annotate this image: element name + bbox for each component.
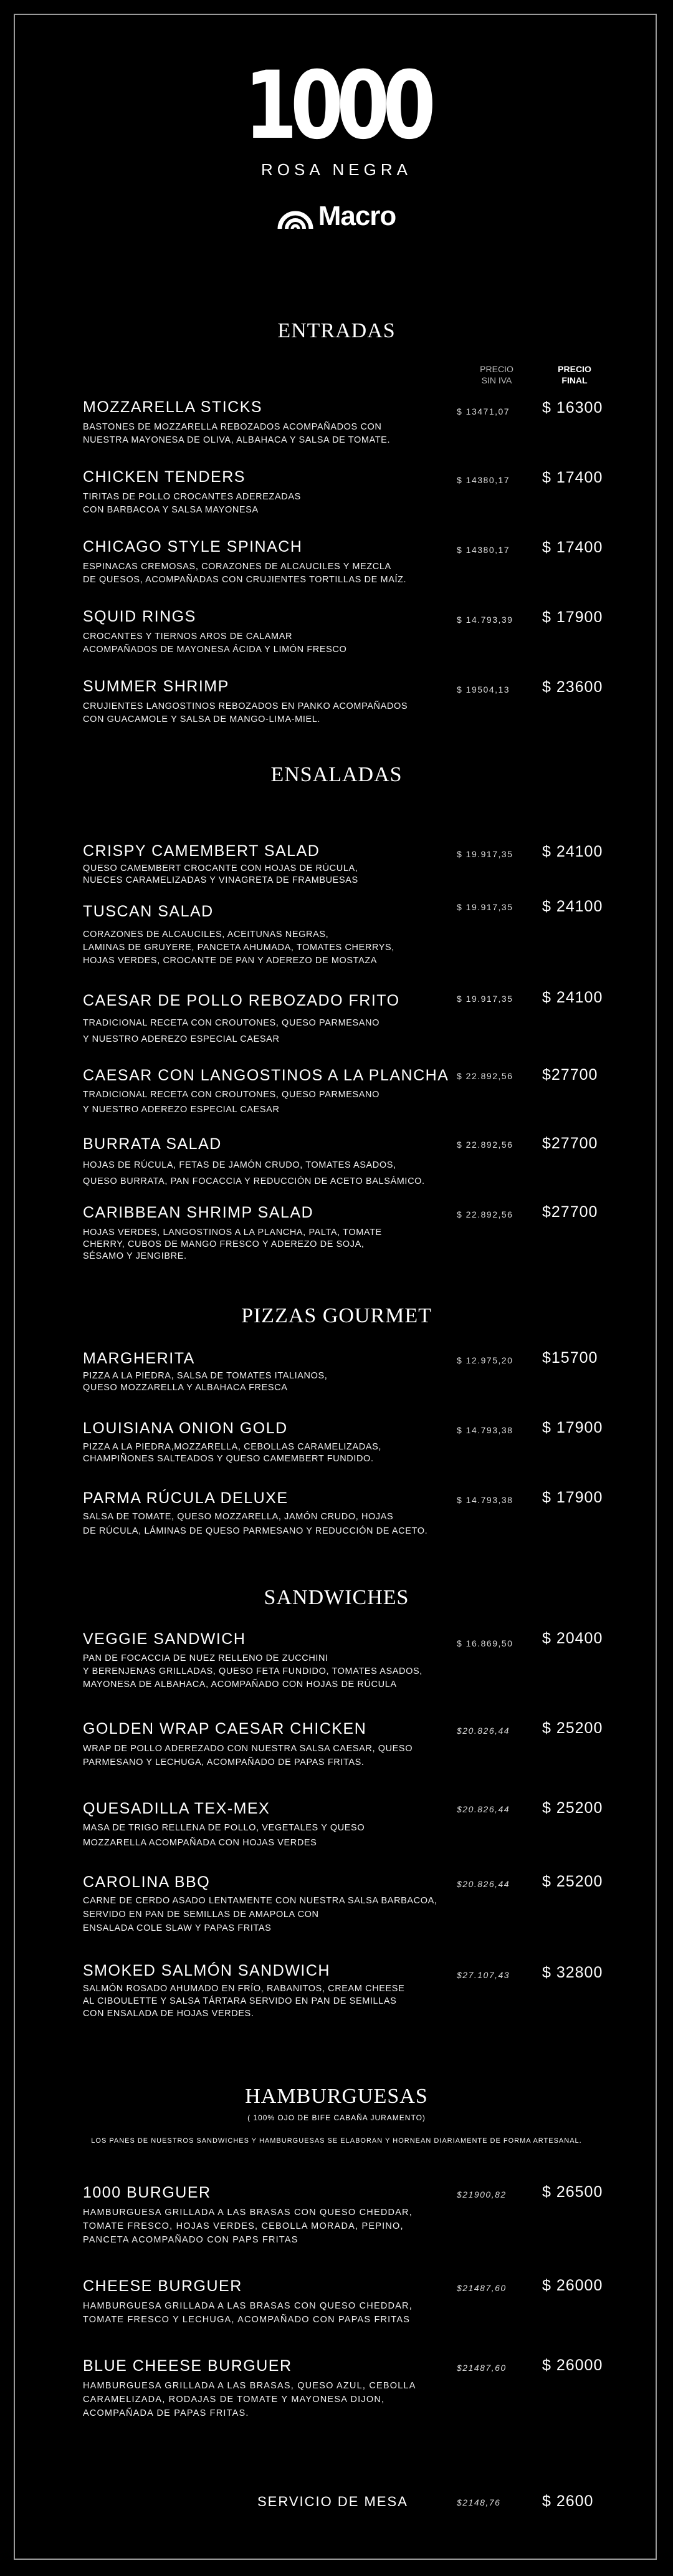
price-base: $27.107,43: [457, 1970, 510, 1980]
item-name: CRISPY CAMEMBERT SALAD: [83, 842, 320, 860]
menu-item: [83, 1799, 475, 1850]
price-final: $ 24100: [542, 843, 603, 860]
item-description: SALMÓN ROSADO AHUMADO EN FRÍO, RABANITOS, CREAM CHEESE AL CIBOULETTE Y SALSA TÁRTARA SERVIDO EN PAN DE SEMILLAS CON ENSALADA DE HOJAS VERDES.: [83, 1984, 405, 2019]
section-note: LOS PANES DE NUESTROS SANDWICHES Y HAMBURGUESAS SE ELABORAN Y HORNEAN DIARIAMENTE DE FORMA ARTESANAL.: [91, 2137, 582, 2145]
price-final: $27700: [542, 1203, 598, 1221]
price-base: $21487,60: [457, 2283, 507, 2293]
menu-item: [83, 468, 475, 517]
item-description: CARNE DE CERDO ASADO LENTAMENTE CON NUESTRA SALSA BARBACOA, SERVIDO EN PAN DE SEMILLAS DE AMAPOLA CON ENSALADA COLE SLAW Y PAPAS FRITAS: [83, 1896, 437, 1933]
price-final: $ 26000: [542, 2277, 603, 2294]
price-final: $ 25200: [542, 1873, 603, 1890]
price-base: $20.826,44: [457, 1879, 510, 1889]
price-base: $20.826,44: [457, 1804, 510, 1814]
item-name: SUMMER SHRIMP: [83, 678, 229, 695]
price-base: $ 14380,17: [457, 545, 510, 555]
item-name: CAROLINA BBQ: [83, 1873, 211, 1891]
price-final: $27700: [542, 1066, 598, 1084]
menu-item: [83, 991, 475, 1047]
price-base: $ 19504,13: [457, 685, 510, 694]
item-description: ESPINACAS CREMOSAS, CORAZONES DE ALCAUCILES Y MEZCLA DE QUESOS, ACOMPAÑADAS CON CRUJIENTES TORTILLAS DE MAÍZ.: [83, 562, 407, 585]
item-description: HOJAS VERDES, LANGOSTINOS A LA PLANCHA, PALTA, TOMATE CHERRY, CUBOS DE MANGO FRESCO Y ADEREZO DE SOJA, SÉSAMO Y JENGIBRE.: [83, 1228, 382, 1261]
item-description: TRADICIONAL RECETA CON CROUTONES, QUESO PARMESANO Y NUESTRO ADEREZO ESPECIAL CAESAR: [83, 1018, 380, 1044]
price-base: $ 22.892,56: [457, 1071, 513, 1081]
price-final: $ 32800: [542, 1964, 603, 1981]
item-description: MASA DE TRIGO RELLENA DE POLLO, VEGETALES Y QUESO MOZZARELLA ACOMPAÑADA CON HOJAS VERDES: [83, 1823, 365, 1848]
item-name: MARGHERITA: [83, 1350, 195, 1367]
price-final: $ 25200: [542, 1799, 603, 1817]
price-base: $ 13471,07: [457, 406, 510, 416]
price-final: $ 26500: [542, 2183, 603, 2201]
price-base: $ 19.917,35: [457, 849, 513, 859]
item-name: PARMA RÚCULA DELUXE: [83, 1489, 289, 1507]
price-base: $ 19.917,35: [457, 994, 513, 1004]
price-base: $21900,82: [457, 2189, 507, 2199]
service-label: SERVICIO DE MESA: [257, 2494, 408, 2509]
section-title-pizzas: PIZZAS GOURMET: [241, 1304, 432, 1327]
price-final: $ 25200: [542, 1719, 603, 1737]
price-base: $20.826,44: [457, 1726, 510, 1736]
price-base: $ 14.793,38: [457, 1425, 513, 1435]
item-description: PAN DE FOCACCIA DE NUEZ RELLENO DE ZUCCHINI Y BERENJENAS GRILLADAS, QUESO FETA FUNDIDO, TOMATES ASADOS, MAYONESA DE ALBAHACA, ACOMPAÑADO CON HOJAS DE RÚCULA: [83, 1653, 422, 1689]
item-name: 1000 BURGUER: [83, 2184, 211, 2201]
menu-item: [83, 1961, 475, 2020]
menu-item: [83, 1349, 475, 1394]
price-base: $ 22.892,56: [457, 1209, 513, 1219]
price-final: $ 26000: [542, 2357, 603, 2374]
item-name: CHICKEN TENDERS: [83, 468, 246, 486]
section-title-entradas: ENTRADAS: [277, 319, 396, 342]
section-subtitle: ( 100% OJO DE BIFE CABAÑA JURAMENTO): [247, 2113, 426, 2122]
menu-item: [83, 2357, 475, 2420]
item-name: VEGGIE SANDWICH: [83, 1630, 246, 1648]
menu-item: [83, 1873, 475, 1935]
price-final: $ 24100: [542, 898, 603, 915]
item-description: PIZZA A LA PIEDRA, SALSA DE TOMATES ITALIANOS, QUESO MOZZARELLA Y ALBAHACA FRESCA: [83, 1371, 328, 1393]
item-name: CAESAR CON LANGOSTINOS A LA PLANCHA: [83, 1067, 449, 1084]
menu-item: [83, 537, 475, 587]
menu-item: [83, 2183, 475, 2247]
price-final: $ 24100: [542, 989, 603, 1006]
column-head-base: PRECIO SIN IVA: [480, 364, 513, 385]
menu-item: [83, 1489, 475, 1539]
item-name: CHICAGO STYLE SPINACH: [83, 538, 303, 555]
item-name: TUSCAN SALAD: [83, 903, 214, 920]
price-final: $27700: [542, 1135, 598, 1152]
item-description: BASTONES DE MOZZARELLA REBOZADOS ACOMPAÑADOS CON NUESTRA MAYONESA DE OLIVA, ALBAHACA Y SALSA DE TOMATE.: [83, 422, 391, 445]
menu-item: [83, 677, 475, 726]
item-name: LOUISIANA ONION GOLD: [83, 1420, 288, 1437]
price-final: $ 17900: [542, 1419, 603, 1436]
item-description: TRADICIONAL RECETA CON CROUTONES, QUESO PARMESANO Y NUESTRO ADEREZO ESPECIAL CAESAR: [83, 1090, 380, 1115]
item-name: CAESAR DE POLLO REBOZADO FRITO: [83, 992, 400, 1009]
price-final: $ 23600: [542, 678, 603, 696]
price-final: $ 17900: [542, 1489, 603, 1506]
logo-number: 1000: [244, 52, 429, 160]
menu-item: [83, 398, 475, 447]
section-title-sandwiches: SANDWICHES: [264, 1586, 409, 1609]
section-title-ensaladas: ENSALADAS: [270, 763, 403, 786]
item-description: HAMBURGUESA GRILLADA A LAS BRASAS, QUESO AZUL, CEBOLLA CARAMELIZADA, RODAJAS DE TOMATE Y MAYONESA DIJON, ACOMPAÑADA DE PAPAS FRITAS.: [83, 2381, 416, 2418]
item-name: BURRATA SALAD: [83, 1135, 222, 1153]
item-description: WRAP DE POLLO ADEREZADO CON NUESTRA SALSA CAESAR, QUESO PARMESANO Y LECHUGA, ACOMPAÑADO DE PAPAS FRITAS.: [83, 1744, 413, 1767]
item-description: CROCANTES Y TIERNOS AROS DE CALAMAR ACOMPAÑADOS DE MAYONESA ÁCIDA Y LIMÓN FRESCO: [83, 632, 347, 655]
menu-item: [83, 1066, 475, 1117]
item-description: SALSA DE TOMATE, QUESO MOZZARELLA, JAMÓN CRUDO, HOJAS DE RÚCULA, LÁMINAS DE QUESO PARMESANO Y REDUCCIÓN DE ACETO.: [83, 1512, 428, 1536]
macro-arches-icon: [277, 203, 313, 230]
price-base: $ 14.793,39: [457, 615, 513, 625]
price-base: $ 14.793,38: [457, 1495, 513, 1505]
item-name: SMOKED SALMÓN SANDWICH: [83, 1962, 330, 1979]
item-name: BLUE CHEESE BURGUER: [83, 2357, 292, 2375]
menu-item: [83, 842, 475, 887]
menu-item: [83, 2277, 475, 2327]
price-base: $ 16.869,50: [457, 1638, 513, 1648]
menu-item: [83, 1419, 475, 1465]
menu-border: [14, 14, 657, 2560]
price-base: $21487,60: [457, 2363, 507, 2373]
price-final: $ 17900: [542, 608, 603, 626]
price-final: $15700: [542, 1349, 598, 1367]
price-base: $ 19.917,35: [457, 902, 513, 912]
menu-item: [83, 1630, 475, 1691]
menu-item: [83, 1203, 475, 1262]
item-description: PIZZA A LA PIEDRA,MOZZARELLA, CEBOLLAS CARAMELIZADAS, CHAMPIÑONES SALTEADOS Y QUESO CAMEMBERT FUNDIDO.: [83, 1442, 382, 1464]
item-description: CRUJIENTES LANGOSTINOS REBOZADOS EN PANKO ACOMPAÑADOS CON GUACAMOLE Y SALSA DE MANGO-LIMA-MIEL.: [83, 701, 408, 724]
item-description: CORAZONES DE ALCAUCILES, ACEITUNAS NEGRAS, LAMINAS DE GRUYERE, PANCETA AHUMADA, TOMATES CHERRYS, HOJAS VERDES, CROCANTE DE PAN Y ADEREZO DE MOSTAZA: [83, 930, 394, 966]
service-price-final: $ 2600: [542, 2492, 594, 2510]
price-final: $ 17400: [542, 539, 603, 556]
section-title-hamburguesas: HAMBURGUESAS: [245, 2085, 428, 2108]
item-name: GOLDEN WRAP CAESAR CHICKEN: [83, 1720, 367, 1737]
menu-item: [83, 902, 475, 968]
service-price-base: $2148,76: [457, 2497, 501, 2507]
price-final: $ 20400: [542, 1630, 603, 1647]
menu-item: [83, 1135, 475, 1189]
item-name: MOZZARELLA STICKS: [83, 398, 263, 416]
item-description: HAMBURGUESA GRILLADA A LAS BRASAS CON QUESO CHEDDAR, TOMATE FRESCO Y LECHUGA, ACOMPAÑADO CON PAPAS FRITAS: [83, 2301, 413, 2325]
logo-subtitle: ROSA NEGRA: [261, 160, 412, 179]
price-base: $ 12.975,20: [457, 1355, 513, 1365]
item-name: SQUID RINGS: [83, 608, 196, 625]
item-name: CARIBBEAN SHRIMP SALAD: [83, 1204, 314, 1221]
price-final: $ 17400: [542, 469, 603, 486]
item-description: HOJAS DE RÚCULA, FETAS DE JAMÓN CRUDO, TOMATES ASADOS, QUESO BURRATA, PAN FOCACCIA Y REDUCCIÓN DE ACETO BALSÁMICO.: [83, 1160, 425, 1186]
price-base: $ 14380,17: [457, 475, 510, 485]
item-description: TIRITAS DE POLLO CROCANTES ADEREZADAS CON BARBACOA Y SALSA MAYONESA: [83, 492, 301, 515]
sponsor-logo: [0, 201, 673, 232]
sponsor-name: Macro: [318, 201, 396, 231]
menu-item: [83, 1719, 475, 1769]
item-description: QUESO CAMEMBERT CROCANTE CON HOJAS DE RÚCULA, NUECES CARAMELIZADAS Y VINAGRETA DE FRAMBUESAS: [83, 863, 358, 885]
item-description: HAMBURGUESA GRILLADA A LAS BRASAS CON QUESO CHEDDAR, TOMATE FRESCO, HOJAS VERDES, CEBOLLA MORADA, PEPINO, PANCETA ACOMPAÑADO CON PAPS FRITAS: [83, 2208, 413, 2245]
menu-item: [83, 607, 475, 656]
price-base: $ 22.892,56: [457, 1140, 513, 1150]
item-name: CHEESE BURGUER: [83, 2277, 242, 2295]
item-name: QUESADILLA TEX-MEX: [83, 1800, 270, 1817]
price-final: $ 16300: [542, 399, 603, 416]
column-head-final: PRECIO FINAL: [558, 364, 591, 385]
